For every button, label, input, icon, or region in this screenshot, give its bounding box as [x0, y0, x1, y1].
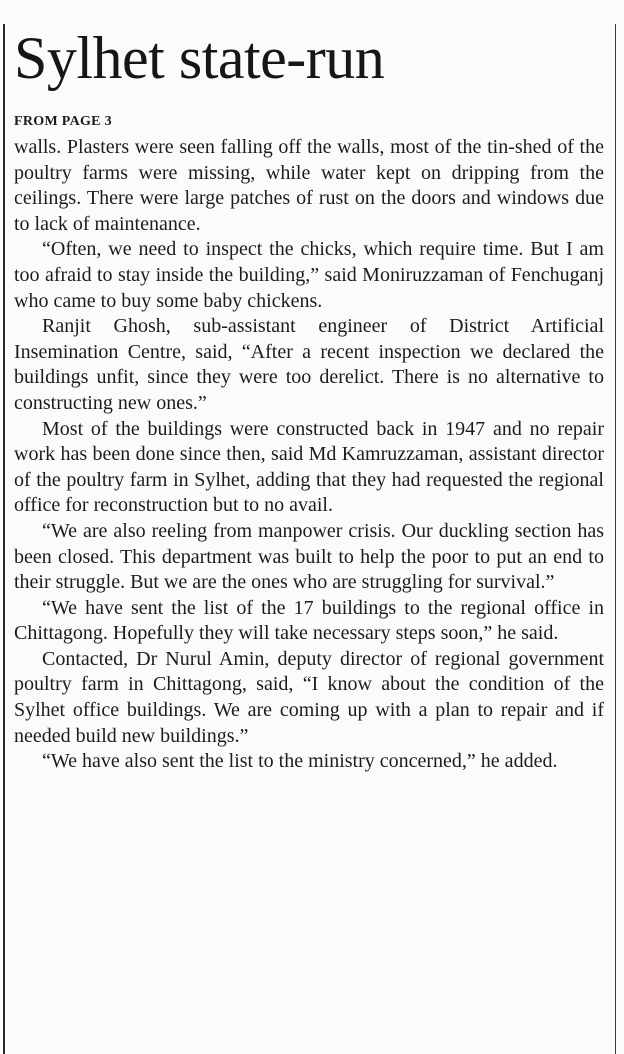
paragraph-3: Ranjit Ghosh, sub-assistant engineer of District Artificial Insemination Centre, said, “After a recent inspection we declared the buildings unfit, since they were too derelict. There is no alternative to constructing new ones.” — [14, 315, 604, 414]
paragraph-5: “We are also reeling from manpower crisis. Our duckling section has been closed. This department was built to help the poor to put an end to their struggle. But we are the ones who are struggling for survival.” — [14, 519, 604, 594]
column-rule-right — [615, 24, 616, 1054]
paragraph-6: “We have sent the list of the 17 buildings to the regional office in Chittagong. Hopefully they will take necessary steps soon,” he said. — [14, 596, 604, 645]
article — [14, 14, 604, 775]
article-body — [14, 135, 604, 775]
paragraph-8: “We have also sent the list to the ministry concerned,” he added. — [42, 750, 558, 773]
paragraph-7: Contacted, Dr Nurul Amin, deputy director of regional government poultry farm in Chittagong, said, “I know about the condition of the Sylhet office buildings. We are coming up with a plan to repair and if needed build new buildings.” — [14, 647, 604, 747]
headline: Sylhet state-run — [14, 25, 385, 91]
column-rule-left — [3, 24, 5, 1054]
paragraph-1: walls. Plasters were seen falling off the walls, most of the tin-shed of the poultry farms were missing, while water kept on dripping from the ceilings. There were large patches of rust on the doors and windows due to lack of maintenance. — [14, 136, 604, 235]
paragraph-2: “Often, we need to inspect the chicks, which require time. But I am too afraid to stay inside the building,” said Moniruzzaman of Fenchuganj who came to buy some baby chickens. — [14, 238, 604, 312]
continuation-label: FROM PAGE 3 — [14, 114, 112, 129]
paragraph-4: Most of the buildings were constructed back in 1947 and no repair work has been done since then, said Md Kamruzzaman, assistant director of the poultry farm in Sylhet, adding that they had requested the regional office for reconstruction but to no avail. — [14, 417, 604, 517]
